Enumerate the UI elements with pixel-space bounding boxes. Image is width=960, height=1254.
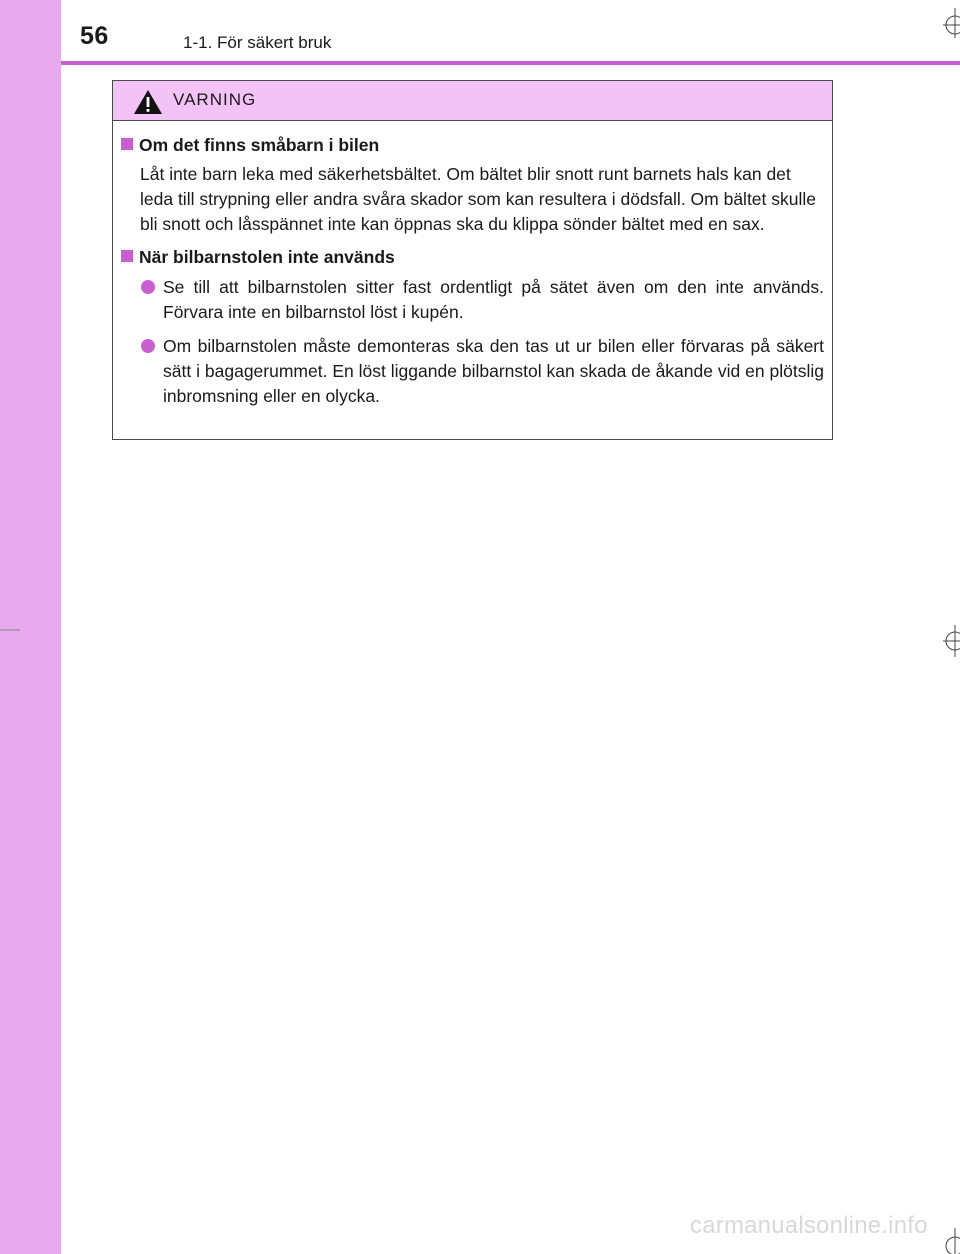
header-rule	[61, 61, 960, 65]
page-number: 56	[80, 22, 109, 50]
section-paragraph: Låt inte barn leka med säkerhetsbältet. Om bältet blir snott runt barnets hals kan det leda till strypning eller andra svåra skador som kan resultera i dödsfall. Om bältet skulle bli snott och låsspännet inte kan öppnas ska du klippa sönder bältet med en sax.	[140, 164, 817, 234]
watermark-text: carmanualsonline.info	[690, 1212, 928, 1239]
square-bullet-icon	[121, 138, 133, 150]
round-bullet-icon	[141, 339, 155, 353]
side-tab-strip	[0, 0, 61, 1254]
warning-box	[112, 80, 833, 440]
list-item: Se till att bilbarnstolen sitter fast ordentligt på sätet även om den inte används. Förvara inte en bilbarnstol löst i kupén.	[141, 275, 824, 325]
section-title: 1-1. För säkert bruk	[183, 33, 332, 52]
square-bullet-icon	[121, 250, 133, 262]
round-bullet-icon	[141, 280, 155, 294]
crop-mark-icon	[0, 628, 20, 632]
crop-mark-icon	[935, 1228, 960, 1254]
warning-content	[113, 121, 832, 409]
crop-mark-icon	[935, 8, 960, 38]
section-heading: När bilbarnstolen inte används	[121, 245, 824, 270]
warning-triangle-icon	[133, 89, 163, 115]
list-item: Om bilbarnstolen måste demonteras ska den tas ut ur bilen eller förvaras på säkert sätt i bagagerummet. En löst liggande bilbarnstol kan skada de åkande vid en plötslig inbromsning eller en olycka.	[141, 334, 824, 409]
crop-mark-icon	[935, 625, 960, 657]
section-heading: Om det finns småbarn i bilen	[121, 133, 824, 158]
warning-header	[113, 81, 832, 121]
warning-label: VARNING	[173, 90, 257, 109]
